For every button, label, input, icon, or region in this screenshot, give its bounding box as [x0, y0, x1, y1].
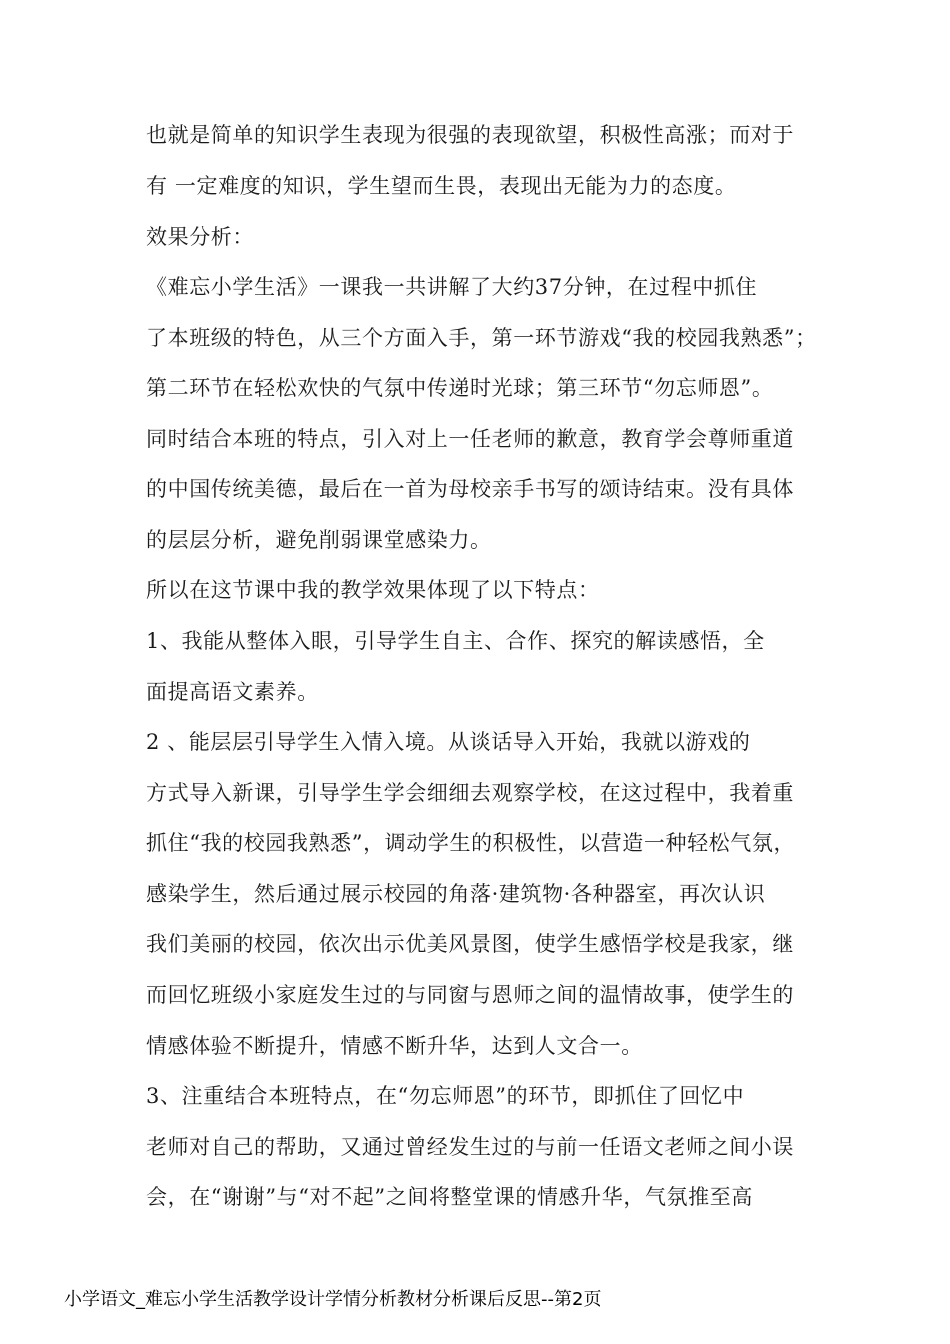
page-footer: 小学语文_难忘小学生活教学设计学情分析教材分析课后反思--第2页: [64, 1289, 602, 1310]
text-line: 有 一定难度的知识，学生望而生畏，表现出无能为力的态度。: [146, 174, 737, 198]
text-line: 1、我能从整体入眼，引导学生自主、合作、探究的解读感悟，全: [146, 629, 765, 653]
text-line: 抓住“我的校园我熟悉”，调动学生的积极性，以营造一种轻松气氛，: [146, 831, 796, 855]
text-line: 所以在这节课中我的教学效果体现了以下特点：: [146, 578, 600, 602]
text-line: 同时结合本班的特点，引入对上一任老师的歉意，教育学会尊师重道: [146, 427, 794, 451]
text-line: 会，在“谢谢”与“对不起”之间将整堂课的情感升华，气氛推至高: [146, 1185, 753, 1209]
section-heading: 效果分析：: [146, 225, 254, 249]
text-line: 3、注重结合本班特点，在“勿忘师恩”的环节，即抓住了回忆中: [146, 1084, 745, 1108]
text-line: 方式导入新课，引导学生学会细细去观察学校，在这过程中，我着重: [146, 781, 794, 805]
text-line: 老师对自己的帮助，又通过曾经发生过的与前一任语文老师之间小误: [146, 1135, 794, 1159]
text-line: 我们美丽的校园，依次出示优美风景图，使学生感悟学校是我家，继: [146, 932, 794, 956]
text-line: 第二环节在轻松欢快的气氛中传递时光球；第三环节“勿忘师恩”。: [146, 376, 774, 400]
text-line: 也就是简单的知识学生表现为很强的表现欲望，积极性高涨；而对于: [146, 123, 794, 147]
text-line: 2 、能层层引导学生入情入境。从谈话导入开始，我就以游戏的: [146, 730, 751, 754]
text-line: 感染学生，然后通过展示校园的角落·建筑物·各种器室，再次认识: [146, 882, 766, 906]
text-line: 面提高语文素养。: [146, 680, 319, 704]
text-line: 情感体验不断提升，情感不断升华，达到人文合一。: [146, 1034, 643, 1058]
text-line: 的层层分析，避免削弱课堂感染力。: [146, 528, 492, 552]
text-line: 了本班级的特色，从三个方面入手，第一环节游戏“我的校园我熟悉”；: [146, 326, 817, 350]
text-line: 《难忘小学生活》一课我一共讲解了大约37分钟，在过程中抓住: [146, 275, 758, 299]
text-line: 而回忆班级小家庭发生过的与同窗与恩师之间的温情故事，使学生的: [146, 983, 794, 1007]
text-line: 的中国传统美德，最后在一首为母校亲手书写的颂诗结束。没有具体: [146, 477, 794, 501]
